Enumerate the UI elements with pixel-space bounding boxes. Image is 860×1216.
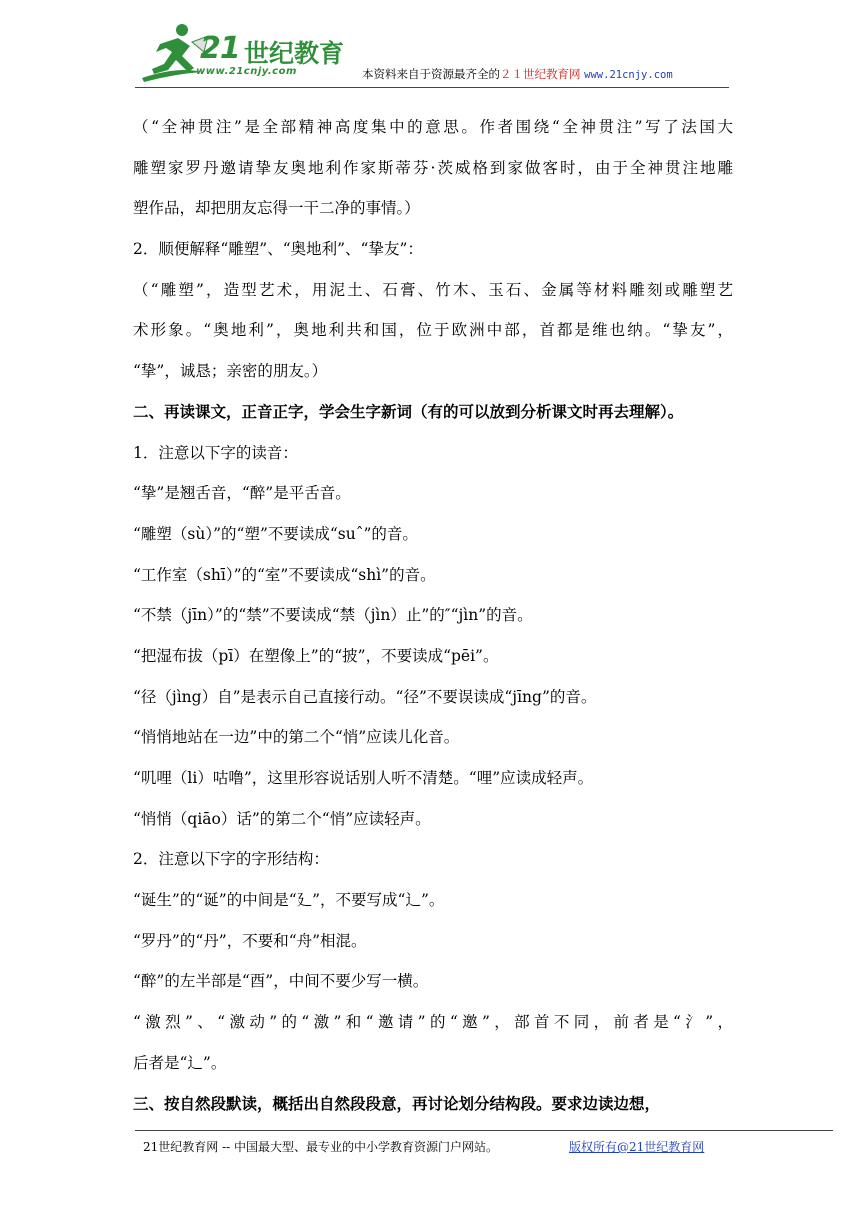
paragraph-line: （“全神贯注”是全部精神高度集中的意思。作者围绕“全神贯注”写了法国大 (133, 118, 733, 136)
paragraph-line: 塑作品，却把朋友忘得一干二净的事情。） (133, 199, 420, 218)
paragraph-line: 2．顺便解释“雕塑”、“奥地利”、“挚友”： (133, 240, 423, 259)
logo-url: www.21cnjy.com (196, 66, 297, 77)
paragraph-line: “醉”的左半部是“酉”，中间不要少写一横。 (133, 972, 429, 991)
paragraph-line: 雕塑家罗丹邀请挚友奥地利作家斯蒂芬·茨威格到家做客时，由于全神贯注地雕 (133, 158, 733, 177)
footer-text: 21世纪教育网 -- 中国最大型、最专业的中小学教育资源门户网站。 (143, 1140, 499, 1154)
paragraph-line: “诞生”的“诞”的中间是“廴”，不要写成“辶”。 (133, 891, 445, 910)
logo-number: 21 (200, 31, 240, 66)
paragraph-line: “挚”是翘舌音，“醉”是平舌音。 (133, 484, 351, 503)
paragraph-line: “挚”，诚恳；亲密的朋友。） (133, 362, 328, 381)
paragraph-line: “工作室（shī）”的“室”不要读成“shì”的音。 (133, 565, 436, 584)
paragraph-line: “把湿布拔（pī）在塑像上”的“披”，不要读成“pēi”。 (133, 646, 499, 665)
page-header (0, 0, 860, 92)
footer-divider (135, 1130, 833, 1131)
paragraph-line: “悄悄地站在一边”中的第二个“悄”应读儿化音。 (133, 728, 460, 747)
section-heading: 三、按自然段默读，概括出自然段段意，再讨论划分结构段。要求边读边想， (133, 1094, 661, 1113)
header-site-link[interactable]: ２１世纪教育网 (500, 67, 581, 81)
document-body (133, 113, 733, 1130)
paragraph-line: “叽哩（li）咕噜”，这里形容说话别人听不清楚。“哩”应读成轻声。 (133, 769, 594, 787)
paragraph-line: “径（jìng）自”是表示自己直接行动。“径”不要误读成“jīng”的音。 (133, 687, 597, 706)
footer-copyright-link[interactable]: 版权所有@21世纪教育网 (569, 1140, 705, 1154)
subheading-line: 2．注意以下字的字形结构： (133, 850, 329, 869)
paragraph-line: “激烈”、“激动”的“激”和“邀请”的“邀”，部首不同，前者是“氵”， (133, 1013, 733, 1032)
paragraph-line: 术形象。“奥地利”，奥地利共和国，位于欧洲中部，首都是维也纳。“挚友”， (133, 321, 733, 340)
header-note (362, 66, 673, 82)
paragraph-line: 后者是“辶”。 (133, 1053, 227, 1072)
header-divider (135, 87, 729, 88)
paragraph-line: “雕塑（sù）”的“塑”不要读成“suˆ”的音。 (133, 524, 418, 543)
paragraph-line: “悄悄（qiāo）话”的第二个“悄”应读轻声。 (133, 809, 431, 828)
paragraph-line: “罗丹”的“丹”，不要和“舟”相混。 (133, 931, 367, 950)
subheading-line: 1．注意以下字的读音： (133, 443, 298, 462)
logo-text: 世纪教育 (244, 39, 345, 68)
section-heading: 二、再读课文，正音正字，学会生字新词（有的可以放到分析课文时再去理解）。 (133, 402, 684, 421)
header-url-link[interactable]: www.21cnjy.com (584, 69, 673, 81)
header-note-prefix: 本资料来自于资源最齐全的 (362, 67, 500, 81)
paragraph-line: （“雕塑”，造型艺术，用泥土、石膏、竹木、玉石、金属等材料雕刻或雕塑艺 (133, 280, 733, 299)
paragraph-line: “不禁（jīn）”的“禁”不要读成“禁（jìn）止”的″“jìn”的音。 (133, 606, 533, 625)
